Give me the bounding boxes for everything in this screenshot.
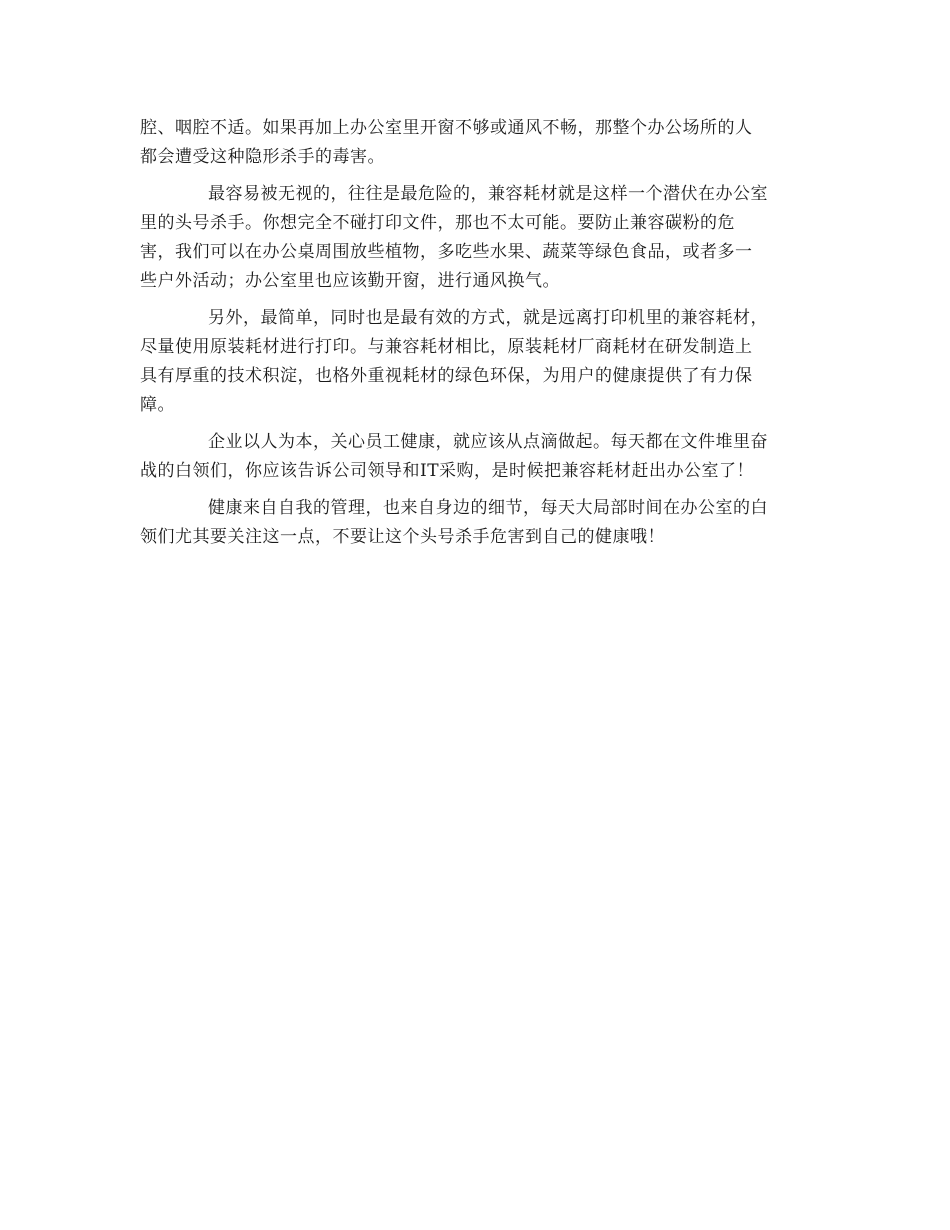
text-line: 健康来自自我的管理，也来自身边的细节，每天大局部时间在办公室的白	[208, 498, 768, 518]
paragraph-5	[140, 494, 806, 552]
text-line: 腔、咽腔不适。如果再加上办公室里开窗不够或通风不畅，那整个办公场所的人	[140, 118, 753, 138]
text-line: 企业以人为本，关心员工健康，就应该从点滴做起。每天都在文件堆里奋	[208, 432, 768, 452]
text-line: 都会遭受这种隐形杀手的毒害。	[140, 147, 385, 167]
paragraph-2	[140, 180, 806, 296]
text-line: 最容易被无视的，往往是最危险的，兼容耗材就是这样一个潜伏在办公室	[208, 184, 768, 204]
text-line: 另外，最简单，同时也是最有效的方式，就是远离打印机里的兼容耗材，	[208, 308, 768, 328]
text-line: 些户外活动；办公室里也应该勤开窗，进行通风换气。	[140, 271, 560, 291]
text-line: 障。	[140, 395, 175, 415]
text-line: 害，我们可以在办公桌周围放些植物，多吃些水果、蔬菜等绿色食品，或者多一	[140, 242, 753, 262]
text-line: 里的头号杀手。你想完全不碰打印文件，那也不太可能。要防止兼容碳粉的危	[140, 213, 735, 233]
paragraph-3	[140, 304, 806, 420]
text-line: 尽量使用原装耗材进行打印。与兼容耗材相比，原装耗材厂商耗材在研发制造上	[140, 337, 753, 357]
document-body	[140, 114, 806, 560]
paragraph-4	[140, 428, 806, 486]
text-line: 领们尤其要关注这一点，不要让这个头号杀手危害到自己的健康哦！	[140, 527, 665, 547]
paragraph-1	[140, 114, 806, 172]
text-line: 战的白领们，你应该告诉公司领导和IT采购，是时候把兼容耗材赶出办公室了！	[140, 461, 755, 481]
text-line: 具有厚重的技术积淀，也格外重视耗材的绿色环保，为用户的健康提供了有力保	[140, 366, 753, 386]
